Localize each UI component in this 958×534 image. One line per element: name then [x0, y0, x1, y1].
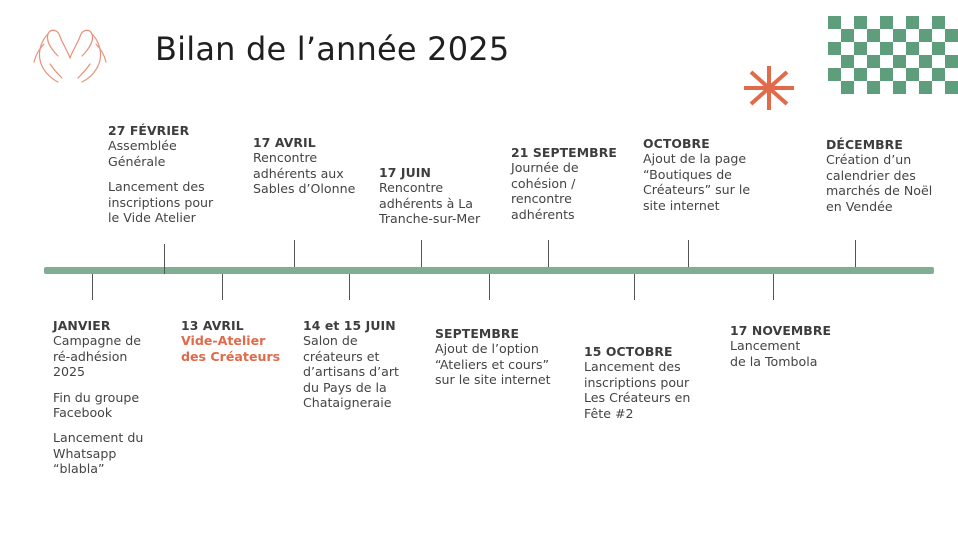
- checker-square: [945, 55, 958, 68]
- event-date: 14 et 15 JUIN: [303, 318, 396, 333]
- event-text: calendrier des: [826, 167, 916, 183]
- event-text: Les Créateurs en: [584, 390, 691, 406]
- event-text: Campagne de: [53, 333, 141, 349]
- event-text: inscriptions pour: [584, 374, 690, 390]
- timeline-tick: [349, 274, 350, 300]
- event-text: “Boutiques de: [643, 166, 732, 182]
- timeline-tick: [634, 274, 635, 300]
- checker-square: [919, 29, 932, 42]
- checker-square: [919, 81, 932, 94]
- event-text: “Ateliers et cours”: [435, 356, 550, 372]
- checker-square: [880, 42, 893, 55]
- event-text: en Vendée: [826, 198, 893, 214]
- checker-square: [932, 16, 945, 29]
- event-text: Chataigneraie: [303, 395, 392, 411]
- event-text: Ajout de la page: [643, 151, 747, 167]
- checker-square: [828, 42, 841, 55]
- event-text: Créateurs” sur le: [643, 182, 751, 198]
- checker-square: [906, 42, 919, 55]
- event-text: du Pays de la: [303, 379, 387, 395]
- checker-square: [880, 68, 893, 81]
- heart-hands-icon: [28, 18, 112, 86]
- checker-square: [841, 55, 854, 68]
- timeline-tick: [92, 274, 93, 300]
- checker-square: [854, 16, 867, 29]
- event-date: 17 NOVEMBRE: [730, 323, 832, 338]
- event-text: le Vide Atelier: [108, 210, 196, 226]
- timeline-tick: [294, 240, 295, 267]
- checker-square: [880, 16, 893, 29]
- timeline-event-above: [826, 137, 932, 214]
- event-text: site internet: [643, 197, 720, 213]
- event-text: Sables d’Olonne: [253, 181, 356, 197]
- event-text: Facebook: [53, 405, 113, 421]
- event-date: JANVIER: [53, 318, 111, 333]
- event-highlight-text: des Créateurs: [181, 348, 281, 364]
- event-text: Lancement des: [108, 179, 205, 195]
- event-text: Lancement: [730, 338, 801, 354]
- checker-square: [932, 68, 945, 81]
- event-date: 17 AVRIL: [253, 135, 316, 150]
- event-text: Création d’un: [826, 152, 912, 168]
- timeline-axis: [44, 267, 934, 274]
- event-highlight-text: Vide-Atelier: [181, 333, 266, 349]
- event-text: Générale: [108, 153, 166, 169]
- checker-square: [867, 29, 880, 42]
- event-text: Ajout de l’option: [435, 341, 539, 357]
- event-text: rencontre: [511, 191, 572, 207]
- event-date: SEPTEMBRE: [435, 326, 520, 341]
- checker-square: [841, 81, 854, 94]
- event-text: Tranche-sur-Mer: [379, 211, 481, 227]
- checker-square: [893, 29, 906, 42]
- timeline-event-below: [730, 323, 831, 369]
- timeline-event-above: [379, 165, 480, 227]
- event-text: adhérents aux: [253, 165, 344, 181]
- event-text: marchés de Noël: [826, 183, 933, 199]
- checker-square: [854, 42, 867, 55]
- checker-square: [867, 81, 880, 94]
- checker-square: [867, 55, 880, 68]
- timeline-tick: [489, 274, 490, 300]
- timeline-tick: [222, 274, 223, 300]
- timeline-event-above: [511, 145, 617, 222]
- event-text: Lancement des: [584, 359, 681, 375]
- checker-square: [893, 81, 906, 94]
- event-spacer: [53, 420, 143, 430]
- event-spacer: [108, 169, 213, 179]
- event-date: DÉCEMBRE: [826, 137, 903, 152]
- event-date: 21 SEPTEMBRE: [511, 145, 617, 160]
- checker-square: [945, 81, 958, 94]
- event-text: Assemblée: [108, 138, 177, 154]
- event-text: créateurs et: [303, 348, 380, 364]
- checker-square: [828, 68, 841, 81]
- timeline-tick: [773, 274, 774, 300]
- timeline-tick: [548, 240, 549, 267]
- timeline-event-below: [303, 318, 399, 410]
- event-date: 13 AVRIL: [181, 318, 244, 333]
- event-text: Whatsapp: [53, 445, 117, 461]
- timeline-event-below: [435, 326, 551, 388]
- event-text: inscriptions pour: [108, 194, 214, 210]
- event-text: Salon de: [303, 333, 358, 349]
- event-text: Rencontre: [253, 150, 318, 166]
- checker-square: [893, 55, 906, 68]
- checker-square: [906, 16, 919, 29]
- event-spacer: [53, 380, 143, 390]
- timeline-event-below: [181, 318, 280, 364]
- event-text: Fin du groupe: [53, 389, 140, 405]
- checker-square: [841, 29, 854, 42]
- checker-pattern-icon: [828, 16, 958, 96]
- checker-square: [932, 42, 945, 55]
- event-text: sur le site internet: [435, 372, 551, 388]
- timeline-event-above: [108, 123, 213, 225]
- event-text: adhérents à La: [379, 195, 474, 211]
- event-text: d’artisans d’art: [303, 364, 399, 380]
- event-text: “blabla”: [53, 461, 105, 477]
- timeline-event-below: [584, 344, 690, 421]
- checker-square: [828, 16, 841, 29]
- event-text: de la Tombola: [730, 353, 818, 369]
- timeline-tick: [421, 240, 422, 267]
- checker-square: [919, 55, 932, 68]
- event-text: ré-adhésion: [53, 348, 128, 364]
- event-text: 2025: [53, 364, 86, 380]
- event-text: cohésion /: [511, 175, 576, 191]
- checker-square: [854, 68, 867, 81]
- event-text: Journée de: [511, 160, 579, 176]
- event-date: 27 FÉVRIER: [108, 123, 190, 138]
- event-date: 17 JUIN: [379, 165, 431, 180]
- timeline-event-below: [53, 318, 143, 477]
- timeline-tick: [855, 240, 856, 267]
- timeline-event-above: [643, 136, 750, 213]
- timeline-event-above: [253, 135, 355, 197]
- timeline-tick: [164, 244, 165, 274]
- event-date: 15 OCTOBRE: [584, 344, 673, 359]
- page-title: Bilan de l’année 2025: [155, 30, 510, 68]
- event-text: adhérents: [511, 206, 575, 222]
- event-text: Fête #2: [584, 405, 634, 421]
- checker-square: [906, 68, 919, 81]
- asterisk-icon: [740, 64, 798, 112]
- event-text: Lancement du: [53, 430, 144, 446]
- timeline-tick: [688, 240, 689, 267]
- checker-square: [945, 29, 958, 42]
- event-text: Rencontre: [379, 180, 444, 196]
- event-date: OCTOBRE: [643, 136, 710, 151]
